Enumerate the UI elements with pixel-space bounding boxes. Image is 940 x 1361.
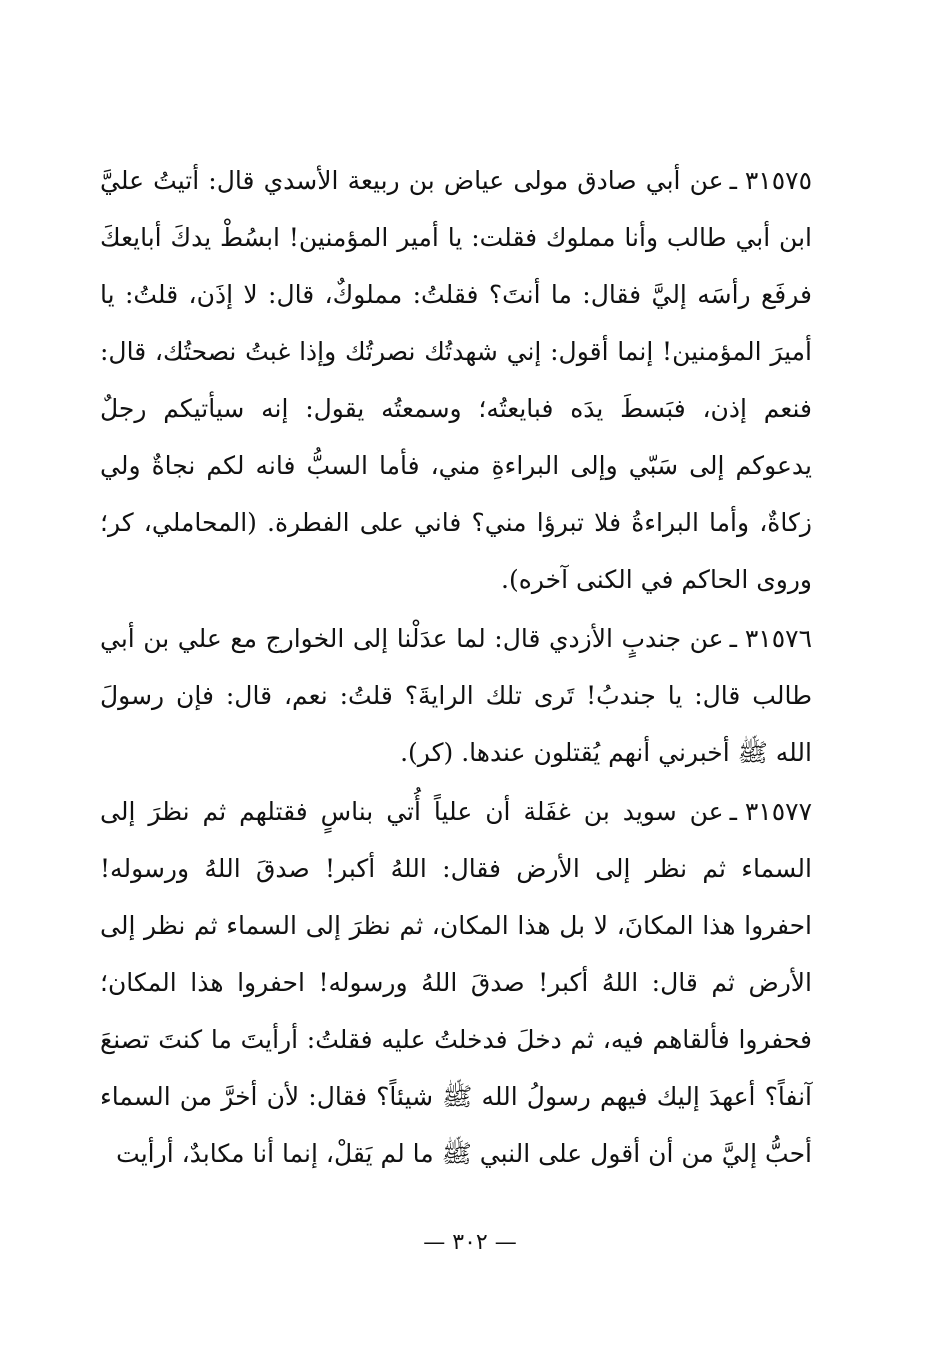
hadith-text: عن سويد بن غفَلة أن علياً أُتي بناسٍ فقتلهم ثم نظرَ إلى السماء ثم نظر إلى الأرض فقال: اللهُ أكبر! صدقَ اللهُ ورسوله! احفروا هذا المكانَ، لا بل هذا المكان، ثم نظرَ إلى السماء ثم نظر إلى الأرض ثم قال: اللهُ أكبر! صدقَ اللهُ ورسوله! احفروا هذا المكان؛ فحفروا فألقاهم فيه، ثم دخلَ فدخلتُ عليه فقلتُ: أرأيتَ ما كنتَ تصنعَ آنفاً؟ أعهدَ إليك فيهم رسولُ الله ﷺ شيئاً؟ فقال: لأن أخرَّ من السماء أحبُّ إليَّ من أن أقول على النبي ﷺ ما لم يَقلْ، إنما أنا مكابدٌ، أرأيت	[100, 797, 812, 1168]
hadith-31576	[100, 610, 812, 781]
page-body	[100, 152, 812, 1182]
hadith-number: ٣١٥٧٧ ـ	[729, 797, 812, 826]
hadith-text: عن أبي صادق مولى عياض بن ربيعة الأسدي قال: أتيتُ عليَّ ابن أبي طالب وأنا مملوك فقلت: يا أمير المؤمنين! ابسُطْ يدكَ أبايعكَ فرفَع رأسَه إليَّ فقال: ما أنتَ؟ فقلتُ: مملوكٌ، قال: لا إذَن، قلتُ: يا أميرَ المؤمنين! إنما أقول: إني شهدتُك نصرتُك وإذا غبتُ نصحتُك، قال: فنعم إذن، فبَسطَ يدَه فبايعتُه؛ وسمعتُه يقول: إنه سيأتيكم رجلٌ يدعوكم إلى سَبّي وإلى البراءةِ مني، فأما السبُّ فانه لكم نجاةٌ ولي زكاةٌ، وأما البراءةُ فلا تبرؤا مني؟ فاني على الفطرة. (المحاملي، كر؛ وروى الحاكم في الكنى آخره).	[100, 166, 812, 594]
hadith-number: ٣١٥٧٥ ـ	[729, 166, 812, 195]
hadith-31575	[100, 152, 812, 608]
page-number: — ٣٠٢ —	[423, 1230, 517, 1255]
hadith-31577	[100, 783, 812, 1182]
hadith-text: عن جندبٍ الأزدي قال: لما عدَلْنا إلى الخوارج مع علي بن أبي طالب قال: يا جندبُ! تَرى تلك الرايةَ؟ قلتُ: نعم، قال: فإن رسولَ الله ﷺ أخبرني أنهم يُقتلون عندها. (كر).	[100, 624, 812, 767]
hadith-number: ٣١٥٧٦ ـ	[729, 624, 812, 653]
